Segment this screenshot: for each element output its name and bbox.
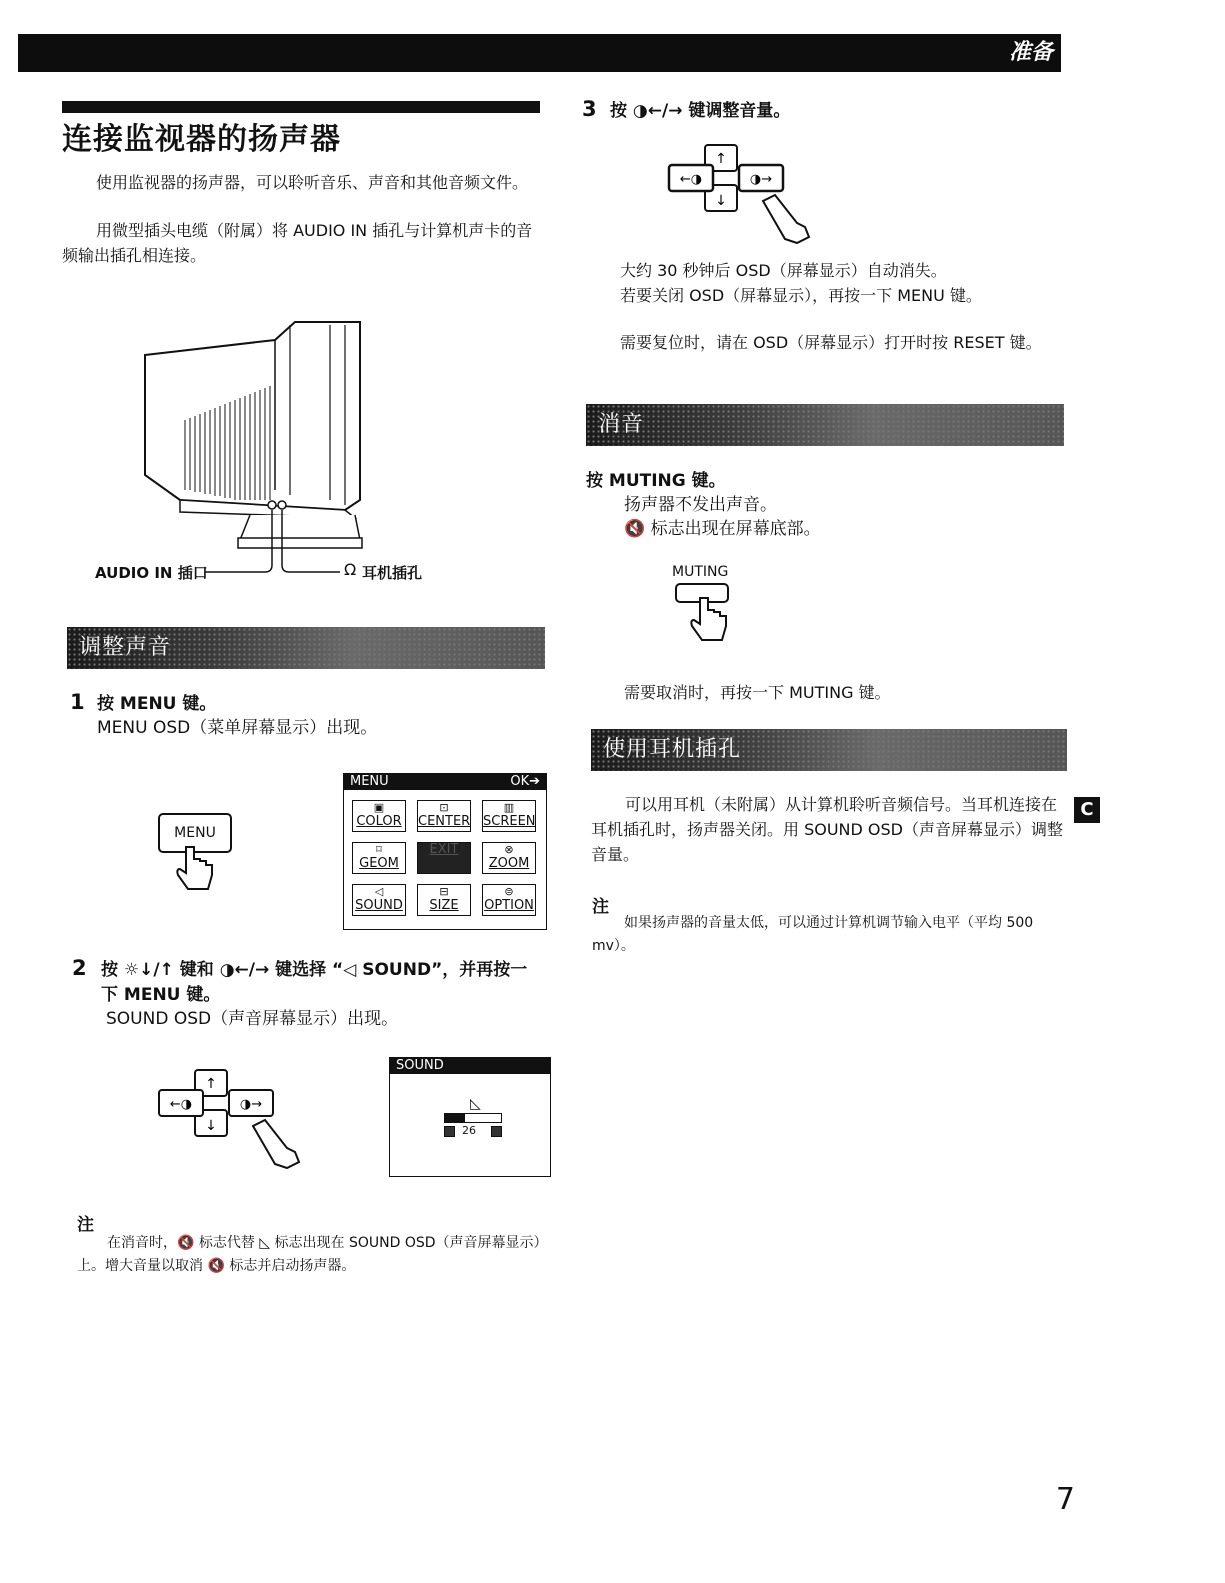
step-3-number: 3 xyxy=(582,97,597,121)
reset-note: 需要复位时，请在 OSD（屏幕显示）打开时按 RESET 键。 xyxy=(620,333,1042,352)
step-3-title: 按 ◑←/→ 键调整音量。 xyxy=(610,101,791,121)
step-2-line1: 按 ☼↓/↑ 键和 ◑←/→ 键选择 “◁ SOUND”，并再按一 xyxy=(101,960,528,980)
osd-item-exit[interactable] xyxy=(417,842,471,874)
osd-item-icon: ◁ xyxy=(374,885,384,898)
osd-item-icon: ⊡ xyxy=(439,801,449,814)
osd-close-note: 若要关闭 OSD（屏幕显示），再按一下 MENU 键。 xyxy=(620,286,982,305)
osd-item-sound[interactable] xyxy=(352,884,406,916)
osd-item-label: SOUND xyxy=(355,898,403,913)
muting-key-label: MUTING xyxy=(672,564,729,580)
svg-text:◑→: ◑→ xyxy=(239,1097,263,1112)
monitor-side-illustration xyxy=(90,300,490,600)
volume-value: 26 xyxy=(462,1124,476,1137)
section-title-mute: 消音 xyxy=(598,412,645,437)
header-bar xyxy=(18,34,1061,72)
volume-icon: ◺ xyxy=(470,1096,481,1112)
page-number: 7 xyxy=(1055,1482,1075,1517)
pointing-hand-icon xyxy=(172,845,222,893)
side-tab: C xyxy=(1074,797,1100,823)
volume-bar xyxy=(444,1113,502,1123)
pointing-hand-icon-muting xyxy=(688,596,732,644)
section-bar-mute xyxy=(586,404,1064,446)
osd-item-label: ZOOM xyxy=(488,856,530,871)
sound-osd-titlebar xyxy=(390,1058,550,1074)
note-label-left: 注 xyxy=(77,1215,94,1235)
osd-item-icon: ⊗ xyxy=(504,843,514,856)
svg-text:◑→: ◑→ xyxy=(749,172,773,187)
osd-item-icon: ▣ xyxy=(373,801,385,814)
osd-item-icon: ⊟ xyxy=(439,885,449,898)
step-2-line2: 下 MENU 键。 xyxy=(101,985,221,1005)
step-1-number: 1 xyxy=(70,690,85,714)
section-bar-adjust-sound xyxy=(67,627,545,669)
osd-item-option[interactable] xyxy=(482,884,536,916)
osd-item-label: COLOR xyxy=(356,814,402,829)
osd-item-label: OPTION xyxy=(484,898,534,913)
intro-paragraph-2: 用微型插头电缆（附属）将 AUDIO IN 插孔与计算机声卡的音频输出插孔相连接。 xyxy=(62,221,533,265)
section-title-headphone: 使用耳机插孔 xyxy=(603,737,742,762)
menu-osd xyxy=(343,773,547,930)
sound-osd xyxy=(389,1057,551,1177)
note-text-left: 在消音时，🔇 标志代替 ◺ 标志出现在 SOUND OSD（声音屏幕显示）上。增大音量以取消 🔇 标志并启动扬声器。 xyxy=(77,1235,548,1274)
menu-osd-ok-exit: OK➔ xyxy=(510,774,540,789)
step-1-title: 按 MENU 键。 xyxy=(97,694,217,714)
minus-icon xyxy=(444,1126,455,1137)
menu-osd-title: MENU xyxy=(350,774,389,789)
section-label: 准备 xyxy=(1008,40,1053,65)
arrow-control-pad-step3[interactable] xyxy=(665,143,825,248)
section-title-adjust-sound: 调整声音 xyxy=(79,635,172,660)
plus-icon xyxy=(491,1126,502,1137)
osd-auto-off-note: 大约 30 秒钟后 OSD（屏幕显示）自动消失。 xyxy=(620,261,947,280)
mute-cancel-note: 需要取消时，再按一下 MUTING 键。 xyxy=(624,683,891,702)
osd-item-label: CENTER xyxy=(418,814,471,829)
mute-desc-1: 扬声器不发出声音。 xyxy=(624,495,777,515)
note-text-right: 如果扬声器的音量太低，可以通过计算机调节输入电平（平均 500 mv）。 xyxy=(592,915,1034,954)
osd-item-icon: ⊜ xyxy=(504,885,514,898)
osd-item-center[interactable] xyxy=(417,800,471,832)
osd-item-icon: ⌑ xyxy=(376,843,382,856)
arrow-control-pad[interactable] xyxy=(155,1068,325,1173)
step-1-desc: MENU OSD（菜单屏幕显示）出现。 xyxy=(97,718,378,738)
headphone-paragraph: 可以用耳机（未附属）从计算机聆听音频信号。当耳机连接在耳机插孔时，扬声器关闭。用 SOUND OSD（声音屏幕显示）调整音量。 xyxy=(591,795,1063,864)
osd-item-color[interactable] xyxy=(352,800,406,832)
osd-item-icon: ▥ xyxy=(503,801,515,814)
audio-in-label: AUDIO IN 插口 xyxy=(95,564,208,582)
svg-text:↑: ↑ xyxy=(205,1076,217,1092)
headphone-icon: Ω xyxy=(344,560,357,579)
mute-step: 按 MUTING 键。 xyxy=(586,471,726,491)
svg-text:↓: ↓ xyxy=(205,1118,217,1134)
osd-item-size[interactable] xyxy=(417,884,471,916)
intro-paragraph-1: 使用监视器的扬声器，可以聆听音乐、声音和其他音频文件。 xyxy=(96,173,529,192)
menu-osd-titlebar xyxy=(344,774,546,790)
section-bar-headphone xyxy=(591,729,1067,771)
note-label-right: 注 xyxy=(592,897,609,917)
svg-text:←◑: ←◑ xyxy=(169,1097,193,1112)
mute-desc-2: 🔇 标志出现在屏幕底部。 xyxy=(624,519,821,539)
sound-osd-title: SOUND xyxy=(396,1058,444,1073)
osd-item-label: EXIT xyxy=(429,842,459,857)
title-rule xyxy=(62,101,540,113)
svg-text:↑: ↑ xyxy=(715,151,727,167)
svg-text:↓: ↓ xyxy=(715,193,727,209)
svg-text:←◑: ←◑ xyxy=(679,172,703,187)
osd-item-zoom[interactable] xyxy=(482,842,536,874)
step-2-number: 2 xyxy=(72,956,87,980)
osd-item-geom[interactable] xyxy=(352,842,406,874)
step-2-desc: SOUND OSD（声音屏幕显示）出现。 xyxy=(106,1009,399,1029)
osd-item-label: SIZE xyxy=(429,898,459,913)
page-title: 连接监视器的扬声器 xyxy=(62,122,341,157)
menu-key-label: MENU xyxy=(174,825,216,841)
osd-item-screen[interactable] xyxy=(482,800,536,832)
headphone-jack-label: 耳机插孔 xyxy=(362,564,423,582)
osd-item-label: GEOM xyxy=(359,856,399,871)
volume-bar-fill xyxy=(445,1114,465,1122)
osd-item-label: SCREEN xyxy=(483,814,536,829)
